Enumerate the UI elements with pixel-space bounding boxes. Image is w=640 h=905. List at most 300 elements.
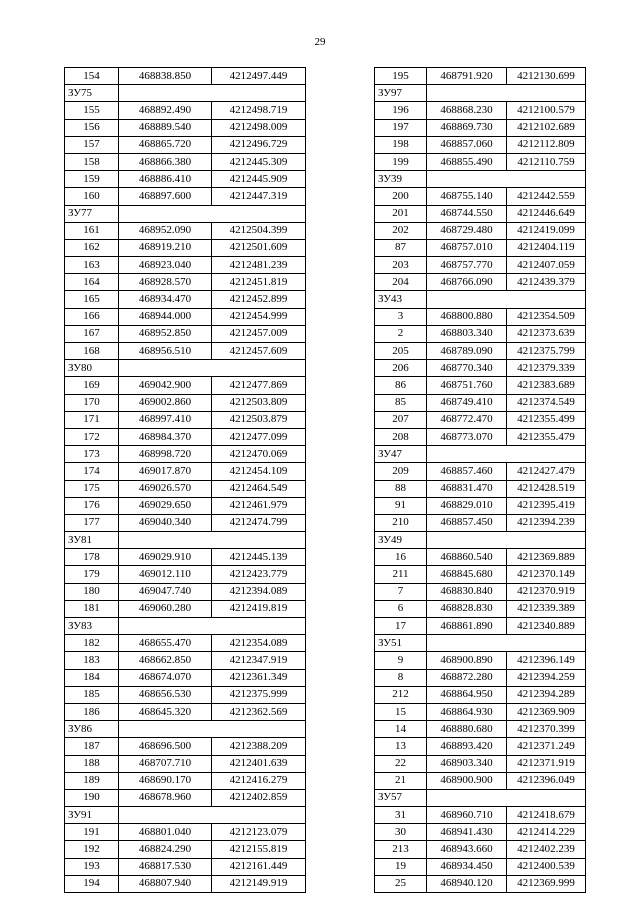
x-coordinate-cell: 468956.510 <box>119 343 212 360</box>
table-row <box>65 480 306 497</box>
point-number-cell: 30 <box>375 824 427 841</box>
point-number-cell: 195 <box>375 68 427 85</box>
table-row <box>375 153 586 170</box>
point-number-cell: 204 <box>375 274 427 291</box>
table-row <box>65 824 306 841</box>
y-coordinate-cell: 4212418.679 <box>507 807 586 824</box>
y-coordinate-cell: 4212427.479 <box>507 463 586 480</box>
point-number-cell: 188 <box>65 755 119 772</box>
x-coordinate-cell: 468707.710 <box>119 755 212 772</box>
table-row <box>375 618 586 635</box>
point-number-cell: 91 <box>375 497 427 514</box>
point-number-cell: 164 <box>65 274 119 291</box>
x-coordinate-cell: 469012.110 <box>119 566 212 583</box>
y-coordinate-cell: 4212361.349 <box>212 669 306 686</box>
y-coordinate-cell: 4212447.319 <box>212 188 306 205</box>
point-number-cell: 21 <box>375 772 427 789</box>
land-plot-label: ЗУ57 <box>375 789 427 806</box>
table-body-right <box>375 68 586 893</box>
point-number-cell: 85 <box>375 394 427 411</box>
table-row <box>375 652 586 669</box>
x-coordinate-cell: 468886.410 <box>119 171 212 188</box>
y-coordinate-cell: 4212394.089 <box>212 583 306 600</box>
table-row <box>375 119 586 136</box>
land-plot-label: ЗУ49 <box>375 532 427 549</box>
y-coordinate-cell: 4212445.309 <box>212 153 306 170</box>
table-row <box>65 738 306 755</box>
empty-cell <box>427 446 586 463</box>
x-coordinate-cell: 469042.900 <box>119 377 212 394</box>
y-coordinate-cell: 4212451.819 <box>212 274 306 291</box>
page-number: 29 <box>314 36 326 48</box>
y-coordinate-cell: 4212496.729 <box>212 136 306 153</box>
table-row <box>375 480 586 497</box>
point-number-cell: 176 <box>65 497 119 514</box>
x-coordinate-cell: 468770.340 <box>427 360 507 377</box>
point-number-cell: 181 <box>65 600 119 617</box>
point-number-cell: 210 <box>375 514 427 531</box>
table-row <box>65 136 306 153</box>
table-body-left <box>65 68 306 893</box>
x-coordinate-cell: 468773.070 <box>427 428 507 445</box>
land-plot-label: ЗУ75 <box>65 85 119 102</box>
x-coordinate-cell: 468845.680 <box>427 566 507 583</box>
x-coordinate-cell: 468674.070 <box>119 669 212 686</box>
table-row <box>375 738 586 755</box>
y-coordinate-cell: 4212379.339 <box>507 360 586 377</box>
table-row <box>65 188 306 205</box>
table-row <box>375 188 586 205</box>
point-number-cell: 178 <box>65 549 119 566</box>
point-number-cell: 162 <box>65 239 119 256</box>
x-coordinate-cell: 468801.040 <box>119 824 212 841</box>
point-number-cell: 88 <box>375 480 427 497</box>
land-plot-label: ЗУ86 <box>65 721 119 738</box>
point-number-cell: 192 <box>65 841 119 858</box>
point-number-cell: 186 <box>65 703 119 720</box>
x-coordinate-cell: 468757.010 <box>427 239 507 256</box>
empty-cell <box>119 360 306 377</box>
table-row <box>375 239 586 256</box>
table-row <box>65 153 306 170</box>
x-coordinate-cell: 468941.430 <box>427 824 507 841</box>
point-number-cell: 9 <box>375 652 427 669</box>
x-coordinate-cell: 468861.890 <box>427 618 507 635</box>
point-number-cell: 158 <box>65 153 119 170</box>
point-number-cell: 189 <box>65 772 119 789</box>
empty-cell <box>119 85 306 102</box>
point-number-cell: 203 <box>375 257 427 274</box>
x-coordinate-cell: 468755.140 <box>427 188 507 205</box>
y-coordinate-cell: 4212498.719 <box>212 102 306 119</box>
point-number-cell: 25 <box>375 875 427 892</box>
x-coordinate-cell: 468919.210 <box>119 239 212 256</box>
point-number-cell: 172 <box>65 428 119 445</box>
x-coordinate-cell: 468923.040 <box>119 257 212 274</box>
table-row <box>65 600 306 617</box>
x-coordinate-cell: 468766.090 <box>427 274 507 291</box>
table-row <box>65 703 306 720</box>
y-coordinate-cell: 4212354.509 <box>507 308 586 325</box>
y-coordinate-cell: 4212416.279 <box>212 772 306 789</box>
point-number-cell: 166 <box>65 308 119 325</box>
empty-cell <box>119 807 306 824</box>
x-coordinate-cell: 468900.890 <box>427 652 507 669</box>
y-coordinate-cell: 4212370.399 <box>507 721 586 738</box>
point-number-cell: 212 <box>375 686 427 703</box>
y-coordinate-cell: 4212149.919 <box>212 875 306 892</box>
table-row <box>65 257 306 274</box>
table-row <box>375 222 586 239</box>
x-coordinate-cell: 468872.280 <box>427 669 507 686</box>
y-coordinate-cell: 4212155.819 <box>212 841 306 858</box>
point-number-cell: 185 <box>65 686 119 703</box>
table-row <box>375 686 586 703</box>
table-row <box>375 514 586 531</box>
point-number-cell: 8 <box>375 669 427 686</box>
x-coordinate-cell: 469029.910 <box>119 549 212 566</box>
table-row <box>375 875 586 892</box>
point-number-cell: 154 <box>65 68 119 85</box>
point-number-cell: 209 <box>375 463 427 480</box>
point-number-cell: 184 <box>65 669 119 686</box>
table-row <box>375 394 586 411</box>
y-coordinate-cell: 4212347.919 <box>212 652 306 669</box>
table-row <box>65 68 306 85</box>
point-number-cell: 190 <box>65 789 119 806</box>
y-coordinate-cell: 4212396.049 <box>507 772 586 789</box>
land-plot-label: ЗУ97 <box>375 85 427 102</box>
y-coordinate-cell: 4212402.859 <box>212 789 306 806</box>
land-plot-label: ЗУ47 <box>375 446 427 463</box>
y-coordinate-cell: 4212503.809 <box>212 394 306 411</box>
table-row <box>65 566 306 583</box>
group-header-row <box>375 171 586 188</box>
y-coordinate-cell: 4212401.639 <box>212 755 306 772</box>
y-coordinate-cell: 4212374.549 <box>507 394 586 411</box>
point-number-cell: 168 <box>65 343 119 360</box>
x-coordinate-cell: 469047.740 <box>119 583 212 600</box>
table-row <box>65 308 306 325</box>
table-row <box>65 102 306 119</box>
table-row <box>65 291 306 308</box>
x-coordinate-cell: 468662.850 <box>119 652 212 669</box>
group-header-row <box>65 721 306 738</box>
land-plot-label: ЗУ51 <box>375 635 427 652</box>
x-coordinate-cell: 468928.570 <box>119 274 212 291</box>
y-coordinate-cell: 4212375.799 <box>507 343 586 360</box>
point-number-cell: 16 <box>375 549 427 566</box>
y-coordinate-cell: 4212370.149 <box>507 566 586 583</box>
x-coordinate-cell: 468828.830 <box>427 600 507 617</box>
point-number-cell: 198 <box>375 136 427 153</box>
table-row <box>65 377 306 394</box>
empty-cell <box>427 635 586 652</box>
x-coordinate-cell: 468934.470 <box>119 291 212 308</box>
table-row <box>65 171 306 188</box>
x-coordinate-cell: 468749.410 <box>427 394 507 411</box>
group-header-row <box>375 532 586 549</box>
table-row <box>375 841 586 858</box>
y-coordinate-cell: 4212503.879 <box>212 411 306 428</box>
point-number-cell: 87 <box>375 239 427 256</box>
y-coordinate-cell: 4212394.239 <box>507 514 586 531</box>
table-row <box>375 428 586 445</box>
y-coordinate-cell: 4212457.609 <box>212 343 306 360</box>
x-coordinate-cell: 468803.340 <box>427 325 507 342</box>
x-coordinate-cell: 468865.720 <box>119 136 212 153</box>
land-plot-label: ЗУ39 <box>375 171 427 188</box>
x-coordinate-cell: 468824.290 <box>119 841 212 858</box>
land-plot-label: ЗУ91 <box>65 807 119 824</box>
empty-cell <box>119 532 306 549</box>
table-row <box>375 257 586 274</box>
group-header-row <box>65 807 306 824</box>
y-coordinate-cell: 4212442.559 <box>507 188 586 205</box>
x-coordinate-cell: 468940.120 <box>427 875 507 892</box>
x-coordinate-cell: 468868.230 <box>427 102 507 119</box>
y-coordinate-cell: 4212371.249 <box>507 738 586 755</box>
x-coordinate-cell: 468934.450 <box>427 858 507 875</box>
y-coordinate-cell: 4212394.259 <box>507 669 586 686</box>
table-row <box>65 239 306 256</box>
group-header-row <box>375 789 586 806</box>
point-number-cell: 170 <box>65 394 119 411</box>
table-row <box>65 222 306 239</box>
land-plot-label: ЗУ43 <box>375 291 427 308</box>
x-coordinate-cell: 468860.540 <box>427 549 507 566</box>
table-row <box>375 377 586 394</box>
y-coordinate-cell: 4212369.889 <box>507 549 586 566</box>
point-number-cell: 194 <box>65 875 119 892</box>
table-row <box>375 703 586 720</box>
x-coordinate-cell: 468744.550 <box>427 205 507 222</box>
y-coordinate-cell: 4212388.209 <box>212 738 306 755</box>
table-row <box>65 635 306 652</box>
x-coordinate-cell: 468807.940 <box>119 875 212 892</box>
table-row <box>375 411 586 428</box>
point-number-cell: 155 <box>65 102 119 119</box>
x-coordinate-cell: 468831.470 <box>427 480 507 497</box>
table-row <box>65 841 306 858</box>
table-row <box>65 686 306 703</box>
table-row <box>65 325 306 342</box>
point-number-cell: 167 <box>65 325 119 342</box>
y-coordinate-cell: 4212446.649 <box>507 205 586 222</box>
table-row <box>375 102 586 119</box>
point-number-cell: 86 <box>375 377 427 394</box>
y-coordinate-cell: 4212445.909 <box>212 171 306 188</box>
y-coordinate-cell: 4212370.919 <box>507 583 586 600</box>
y-coordinate-cell: 4212419.099 <box>507 222 586 239</box>
point-number-cell: 13 <box>375 738 427 755</box>
x-coordinate-cell: 468645.320 <box>119 703 212 720</box>
table-row <box>65 497 306 514</box>
point-number-cell: 31 <box>375 807 427 824</box>
y-coordinate-cell: 4212375.999 <box>212 686 306 703</box>
point-number-cell: 19 <box>375 858 427 875</box>
y-coordinate-cell: 4212161.449 <box>212 858 306 875</box>
y-coordinate-cell: 4212383.689 <box>507 377 586 394</box>
empty-cell <box>427 171 586 188</box>
x-coordinate-cell: 468880.680 <box>427 721 507 738</box>
land-plot-label: ЗУ80 <box>65 360 119 377</box>
table-row <box>65 583 306 600</box>
x-coordinate-cell: 468952.850 <box>119 325 212 342</box>
coordinates-table-right <box>374 67 586 893</box>
y-coordinate-cell: 4212100.579 <box>507 102 586 119</box>
y-coordinate-cell: 4212477.099 <box>212 428 306 445</box>
y-coordinate-cell: 4212428.519 <box>507 480 586 497</box>
point-number-cell: 171 <box>65 411 119 428</box>
x-coordinate-cell: 468838.850 <box>119 68 212 85</box>
table-row <box>375 583 586 600</box>
point-number-cell: 161 <box>65 222 119 239</box>
y-coordinate-cell: 4212369.999 <box>507 875 586 892</box>
x-coordinate-cell: 469002.860 <box>119 394 212 411</box>
table-row <box>65 428 306 445</box>
x-coordinate-cell: 468864.930 <box>427 703 507 720</box>
point-number-cell: 208 <box>375 428 427 445</box>
group-header-row <box>375 446 586 463</box>
point-number-cell: 213 <box>375 841 427 858</box>
point-number-cell: 160 <box>65 188 119 205</box>
y-coordinate-cell: 4212461.979 <box>212 497 306 514</box>
point-number-cell: 205 <box>375 343 427 360</box>
x-coordinate-cell: 468817.530 <box>119 858 212 875</box>
x-coordinate-cell: 468889.540 <box>119 119 212 136</box>
x-coordinate-cell: 468984.370 <box>119 428 212 445</box>
x-coordinate-cell: 468757.770 <box>427 257 507 274</box>
point-number-cell: 191 <box>65 824 119 841</box>
y-coordinate-cell: 4212371.919 <box>507 755 586 772</box>
group-header-row <box>65 205 306 222</box>
x-coordinate-cell: 468696.500 <box>119 738 212 755</box>
x-coordinate-cell: 468864.950 <box>427 686 507 703</box>
table-row <box>375 68 586 85</box>
y-coordinate-cell: 4212454.109 <box>212 463 306 480</box>
point-number-cell: 6 <box>375 600 427 617</box>
x-coordinate-cell: 468678.960 <box>119 789 212 806</box>
table-row <box>375 308 586 325</box>
table-row <box>375 549 586 566</box>
y-coordinate-cell: 4212407.059 <box>507 257 586 274</box>
point-number-cell: 207 <box>375 411 427 428</box>
x-coordinate-cell: 468791.920 <box>427 68 507 85</box>
y-coordinate-cell: 4212439.379 <box>507 274 586 291</box>
x-coordinate-cell: 468857.460 <box>427 463 507 480</box>
table-row <box>65 755 306 772</box>
x-coordinate-cell: 468830.840 <box>427 583 507 600</box>
y-coordinate-cell: 4212369.909 <box>507 703 586 720</box>
table-row <box>65 411 306 428</box>
y-coordinate-cell: 4212481.239 <box>212 257 306 274</box>
x-coordinate-cell: 469040.340 <box>119 514 212 531</box>
y-coordinate-cell: 4212110.759 <box>507 153 586 170</box>
point-number-cell: 197 <box>375 119 427 136</box>
y-coordinate-cell: 4212400.539 <box>507 858 586 875</box>
empty-cell <box>427 85 586 102</box>
x-coordinate-cell: 468998.720 <box>119 446 212 463</box>
table-row <box>375 136 586 153</box>
empty-cell <box>119 721 306 738</box>
point-number-cell: 156 <box>65 119 119 136</box>
point-number-cell: 182 <box>65 635 119 652</box>
table-row <box>375 600 586 617</box>
group-header-row <box>65 532 306 549</box>
table-row <box>375 824 586 841</box>
point-number-cell: 3 <box>375 308 427 325</box>
y-coordinate-cell: 4212504.399 <box>212 222 306 239</box>
point-number-cell: 202 <box>375 222 427 239</box>
table-row <box>375 566 586 583</box>
point-number-cell: 7 <box>375 583 427 600</box>
y-coordinate-cell: 4212452.899 <box>212 291 306 308</box>
y-coordinate-cell: 4212423.779 <box>212 566 306 583</box>
table-row <box>375 274 586 291</box>
group-header-row <box>65 85 306 102</box>
y-coordinate-cell: 4212474.799 <box>212 514 306 531</box>
point-number-cell: 196 <box>375 102 427 119</box>
table-row <box>375 858 586 875</box>
table-row <box>65 119 306 136</box>
table-row <box>65 789 306 806</box>
empty-cell <box>427 532 586 549</box>
x-coordinate-cell: 468952.090 <box>119 222 212 239</box>
table-row <box>375 721 586 738</box>
x-coordinate-cell: 468897.600 <box>119 188 212 205</box>
x-coordinate-cell: 468892.490 <box>119 102 212 119</box>
y-coordinate-cell: 4212457.009 <box>212 325 306 342</box>
point-number-cell: 211 <box>375 566 427 583</box>
table-row <box>375 325 586 342</box>
point-number-cell: 17 <box>375 618 427 635</box>
y-coordinate-cell: 4212395.419 <box>507 497 586 514</box>
x-coordinate-cell: 469026.570 <box>119 480 212 497</box>
y-coordinate-cell: 4212396.149 <box>507 652 586 669</box>
empty-cell <box>427 291 586 308</box>
table-row <box>65 343 306 360</box>
x-coordinate-cell: 468789.090 <box>427 343 507 360</box>
land-plot-label: ЗУ83 <box>65 618 119 635</box>
x-coordinate-cell: 468869.730 <box>427 119 507 136</box>
y-coordinate-cell: 4212362.569 <box>212 703 306 720</box>
point-number-cell: 193 <box>65 858 119 875</box>
table-row <box>375 772 586 789</box>
y-coordinate-cell: 4212445.139 <box>212 549 306 566</box>
x-coordinate-cell: 468857.060 <box>427 136 507 153</box>
coordinates-table-left <box>64 67 306 893</box>
y-coordinate-cell: 4212112.809 <box>507 136 586 153</box>
x-coordinate-cell: 469060.280 <box>119 600 212 617</box>
x-coordinate-cell: 468857.450 <box>427 514 507 531</box>
x-coordinate-cell: 468866.380 <box>119 153 212 170</box>
table-row <box>375 497 586 514</box>
y-coordinate-cell: 4212130.699 <box>507 68 586 85</box>
table-row <box>65 549 306 566</box>
point-number-cell: 163 <box>65 257 119 274</box>
group-header-row <box>65 618 306 635</box>
y-coordinate-cell: 4212497.449 <box>212 68 306 85</box>
x-coordinate-cell: 468656.530 <box>119 686 212 703</box>
x-coordinate-cell: 468893.420 <box>427 738 507 755</box>
y-coordinate-cell: 4212419.819 <box>212 600 306 617</box>
point-number-cell: 169 <box>65 377 119 394</box>
x-coordinate-cell: 468944.000 <box>119 308 212 325</box>
x-coordinate-cell: 468729.480 <box>427 222 507 239</box>
x-coordinate-cell: 468900.900 <box>427 772 507 789</box>
table-row <box>65 274 306 291</box>
